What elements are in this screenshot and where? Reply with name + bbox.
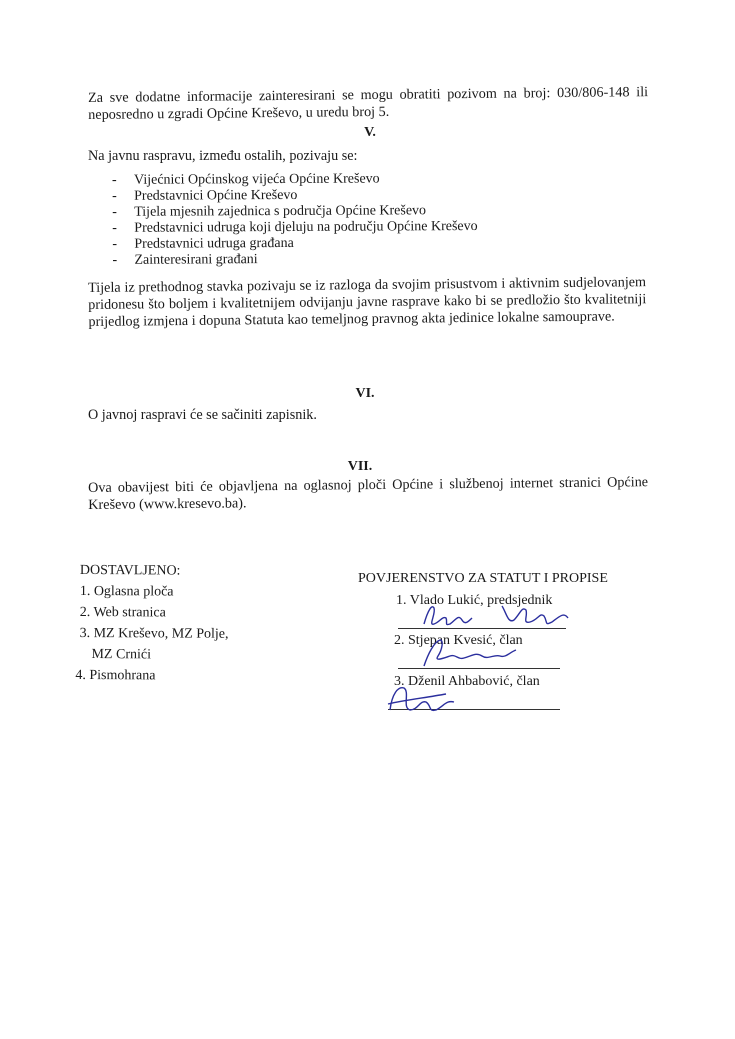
section-v-closing: Tijela iz prethodnog stavka pozivaju se iz razloga da svojim prisustvom i aktivnim sudjelovanjem pridonesu što boljem i kvalitetnijem odvijanju javne rasprave kako bi se predložio što kvalitetniji prijedlog izmjena i dopuna Statuta kao temeljnog pravnog akta jedinice lokalne samouprave. [88, 274, 647, 330]
delivery-title: DOSTAVLJENO: [79, 562, 181, 579]
list-item: 3. MZ Kreševo, MZ Polje, [79, 625, 229, 642]
list-item: - Predstavnici udruga koji djeluju na području Općine Kreševo [90, 218, 610, 237]
section-vi-text: O javnoj raspravi će se sačiniti zapisnik. [88, 407, 317, 423]
list-item: 2. Web stranica [79, 604, 166, 621]
list-item: 1. Oglasna ploča [79, 583, 174, 600]
list-item: - Vijećnici Općinskog vijeća Općine Kreševo [90, 170, 610, 189]
section-v-intro: Na javnu raspravu, između ostalih, pozivaju se: [88, 148, 358, 164]
commission-member-2: 2. Stjepan Kvesić, član [394, 633, 523, 648]
list-item: - Predstavnici Općine Kreševo [90, 186, 610, 205]
contact-paragraph: Za sve dodatne informacije zainteresirani se mogu obratiti pozivom na broj: 030/806-148 ili neposredno u zgradi Općine Kreševo, u uredu broj 5. [88, 84, 649, 123]
signature-kvesic [418, 636, 528, 672]
signature-lukic [410, 598, 580, 634]
section-vii-text: Ova obavijest biti će objavljena na oglasnoj ploči Općine i službenoj internet stranici Općine Kreševo (www.kresevo.ba). [88, 474, 649, 513]
commission-title: POVJERENSTVO ZA STATUT I PROPISE [358, 571, 608, 586]
invitee-list [90, 170, 610, 269]
list-item: - Predstavnici udruga građana [90, 234, 610, 253]
section-vii-heading: VII. [347, 459, 373, 474]
list-item: - Tijela mjesnih zajednica s područja Općine Kreševo [90, 202, 610, 221]
delivery-block [75, 560, 320, 687]
list-item: - Zainteresirani građani [90, 250, 610, 269]
section-v-heading: V. [364, 125, 376, 140]
section-vi-heading: VI. [355, 386, 375, 401]
commission-member-3: 3. Dženil Ahbabović, član [394, 674, 540, 689]
signature-ahbabovic [384, 680, 464, 720]
list-item: MZ Crnići [91, 647, 152, 663]
commission-member-1: 1. Vlado Lukić, predsjednik [396, 593, 553, 608]
list-item: 4. Pismohrana [75, 667, 156, 684]
